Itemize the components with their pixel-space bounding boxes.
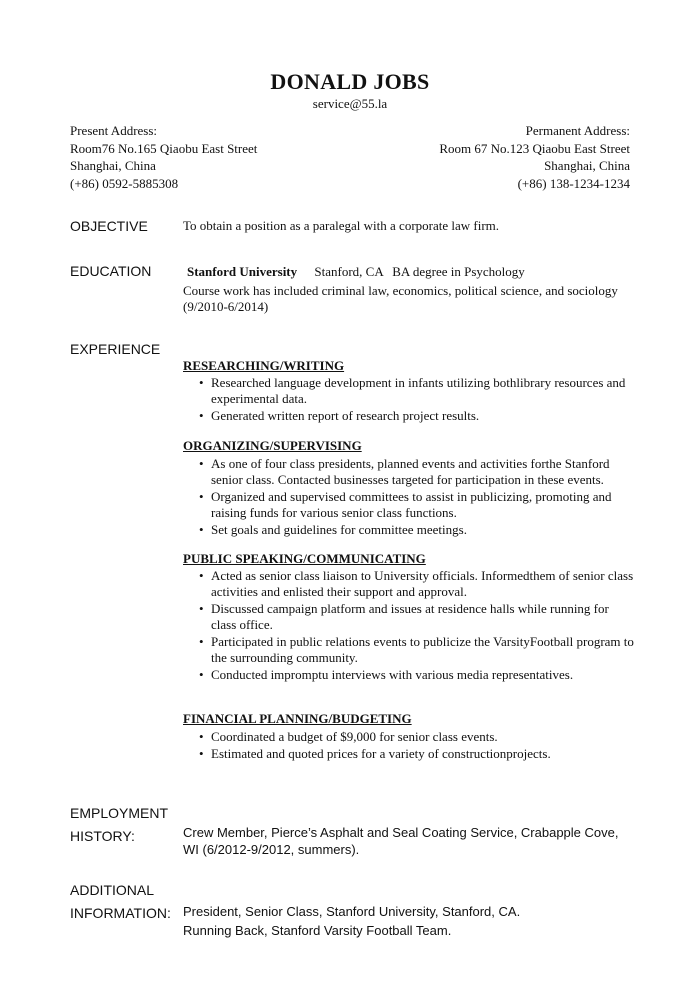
permanent-address-line2: Shanghai, China (544, 158, 630, 173)
employment-heading-line2: HISTORY: (70, 828, 135, 844)
list-item: • Set goals and guidelines for committee meetings. (196, 522, 636, 538)
experience-subheading-organizing: ORGANIZING/SUPERVISING (183, 438, 362, 453)
experience-subheading-financial: FINANCIAL PLANNING/BUDGETING (183, 711, 412, 726)
employment-text: Crew Member, Pierce’s Asphalt and Seal Coating Service, Crabapple Cove, WI (6/2012-9/2012, summers). (183, 825, 619, 857)
list-item: • Researched language development in infants utilizing bothlibrary resources and experimental data. (196, 375, 636, 407)
list-item: • Conducted impromptu interviews with various media representatives. (196, 667, 636, 683)
present-address-block (70, 122, 257, 192)
financial-bullet-list (196, 729, 636, 763)
present-address-line1: Room76 No.165 Qiaobu East Street (70, 140, 258, 156)
list-item: • As one of four class presidents, planned events and activities forthe Stanford senior class. Contacted businesses targeted for participation in these events. (196, 456, 636, 488)
education-coursework: Course work has included criminal law, economics, political science, and sociology (9/2010-6/2014) (183, 283, 618, 314)
objective-text: To obtain a position as a paralegal with a corporate law firm. (183, 218, 500, 233)
researching-bullet-list (196, 375, 636, 425)
additional-heading-line1: ADDITIONAL (70, 882, 155, 898)
education-details (183, 264, 633, 315)
additional-info-line1: President, Senior Class, Stanford University, Stanford, CA. (183, 904, 521, 919)
experience-subheading-public-speaking: PUBLIC SPEAKING/COMMUNICATING (183, 551, 426, 566)
list-item: • Discussed campaign platform and issues at residence halls while running for class office. (196, 601, 636, 633)
list-item: • Estimated and quoted prices for a variety of constructionprojects. (196, 746, 636, 762)
experience-subheading-researching: RESEARCHING/WRITING (183, 358, 345, 373)
candidate-name: DONALD JOBS (270, 69, 430, 94)
additional-info (183, 902, 633, 940)
education-heading: EDUCATION (70, 263, 152, 279)
permanent-address-label: Permanent Address: (525, 123, 630, 138)
permanent-address-phone: (+86) 138-1234-1234 (517, 175, 630, 191)
present-address-label: Present Address: (70, 123, 158, 138)
list-item: • Coordinated a budget of $9,000 for senior class events. (196, 729, 636, 745)
employment-heading (70, 803, 168, 846)
additional-info-line2: Running Back, Stanford Varsity Football Team. (183, 923, 452, 938)
permanent-address-line1: Room 67 No.123 Qiaobu East Street (439, 140, 630, 156)
candidate-email[interactable]: service@55.la (312, 96, 388, 111)
experience-heading: EXPERIENCE (70, 341, 161, 357)
employment-heading-line1: EMPLOYMENT (70, 805, 169, 821)
additional-heading-line2: INFORMATION: (70, 905, 171, 921)
public-speaking-bullet-list (196, 568, 636, 684)
list-item: • Organized and supervised committees to assist in publicizing, promoting and raising funds for various senior class functions. (196, 489, 636, 521)
objective-heading: OBJECTIVE (70, 218, 148, 234)
present-address-phone: (+86) 0592-5885308 (70, 175, 179, 191)
list-item: • Generated written report of research project results. (196, 408, 636, 424)
education-degree: BA degree in Psychology (392, 264, 525, 279)
education-school: Stanford University (187, 264, 298, 279)
present-address-line2: Shanghai, China (70, 158, 156, 173)
list-item: • Acted as senior class liaison to University officials. Informedthem of senior class activities and enlisted their support and approval. (196, 568, 636, 600)
list-item: • Participated in public relations events to publicize the VarsityFootball program to the surrounding community. (196, 634, 636, 666)
education-location: Stanford, CA (314, 264, 384, 279)
organizing-bullet-list (196, 456, 636, 539)
additional-heading (70, 880, 171, 923)
permanent-address-block (439, 122, 630, 192)
